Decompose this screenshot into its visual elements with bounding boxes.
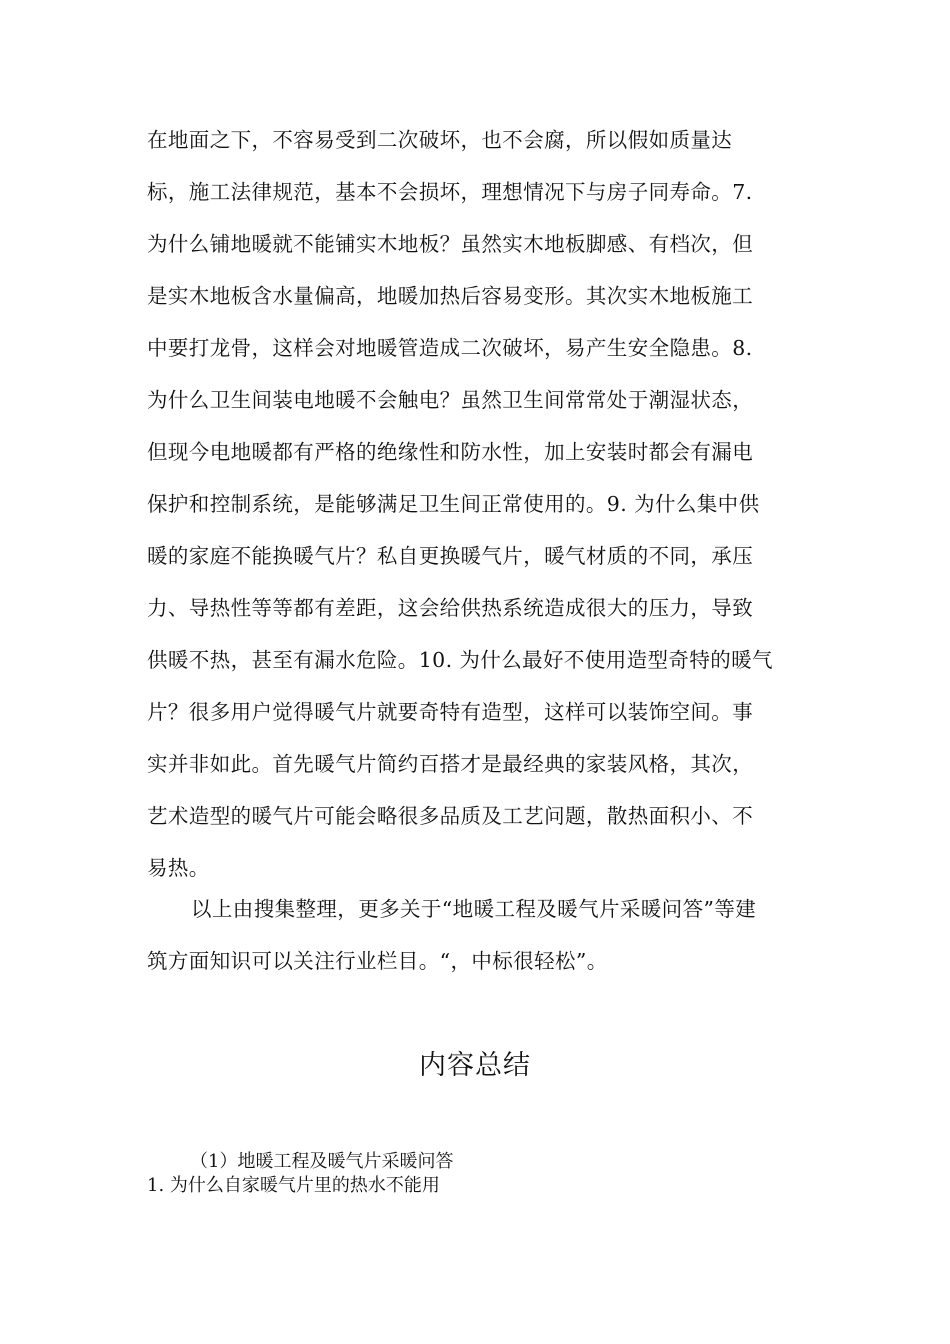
text-line: 中要打龙骨，这样会对地暖管造成二次破坏，易产生安全隐患。8. (147, 336, 753, 360)
text-line: 易热。 (147, 856, 210, 880)
summary-item: 1. 为什么自家暖气片里的热水不能用 (147, 1175, 440, 1196)
text-line: 标，施工法律规范，基本不会损坏，理想情况下与房子同寿命。7. (147, 180, 753, 204)
text-line: 力、导热性等等都有差距，这会给供热系统造成很大的压力，导致 (147, 596, 754, 620)
text-line: 以上由搜集整理，更多关于“地暖工程及暖气片采暖问答”等建 (191, 897, 757, 921)
text-line: 片？很多用户觉得暖气片就要奇特有造型，这样可以装饰空间。事 (147, 700, 754, 724)
text-line: 保护和控制系统，是能够满足卫生间正常使用的。9. 为什么集中供 (147, 492, 760, 516)
text-line: 实并非如此。首先暖气片简约百搭才是最经典的家装风格，其次， (147, 752, 754, 776)
text-line: 为什么卫生间装电地暖不会触电？虽然卫生间常常处于潮湿状态， (147, 388, 754, 412)
text-line: 艺术造型的暖气片可能会略很多品质及工艺问题，散热面积小、不 (147, 804, 754, 828)
summary-item: （1）地暖工程及暖气片采暖问答 (190, 1151, 454, 1172)
text-line: 是实木地板含水量偏高，地暖加热后容易变形。其次实木地板施工 (147, 284, 754, 308)
text-line: 供暖不热，甚至有漏水危险。10. 为什么最好不使用造型奇特的暖气 (147, 648, 773, 672)
summary-heading: 内容总结 (419, 1050, 531, 1081)
text-line: 为什么铺地暖就不能铺实木地板？虽然实木地板脚感、有档次，但 (147, 232, 754, 256)
text-line: 暖的家庭不能换暖气片？私自更换暖气片，暖气材质的不同，承压 (147, 544, 754, 568)
text-line: 筑方面知识可以关注行业栏目。“，中标很轻松”。 (147, 949, 608, 973)
text-line: 但现今电地暖都有严格的绝缘性和防水性，加上安装时都会有漏电 (147, 440, 754, 464)
text-line: 在地面之下，不容易受到二次破坏，也不会腐，所以假如质量达 (147, 128, 733, 152)
